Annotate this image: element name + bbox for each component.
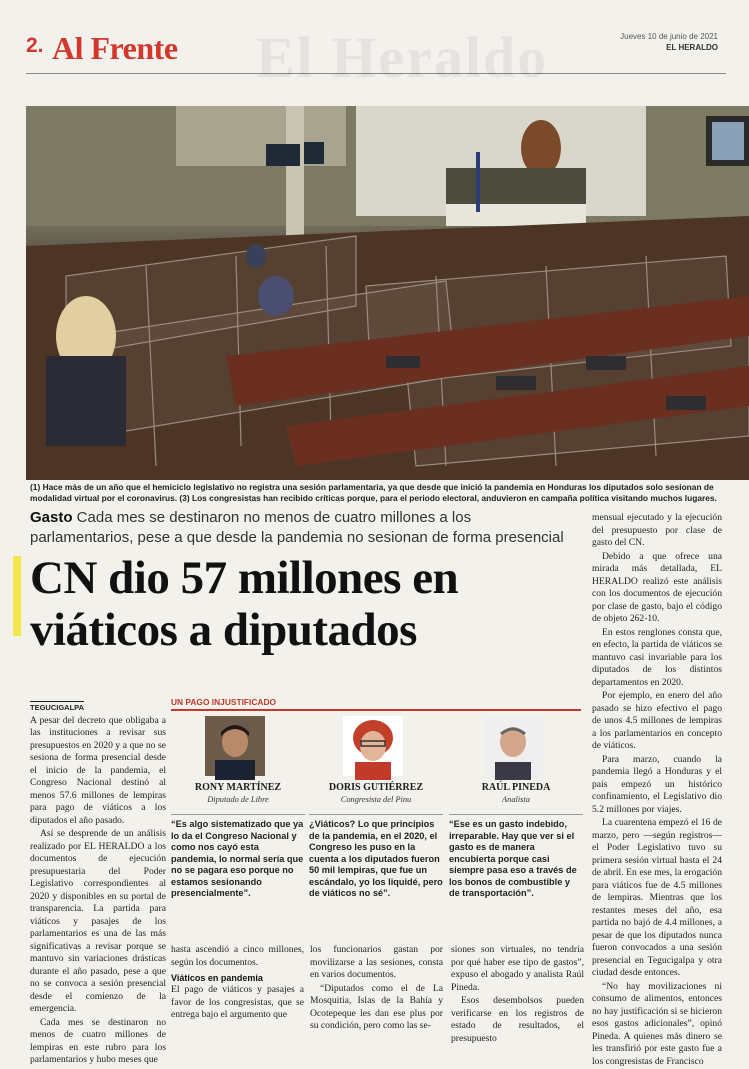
person-role: Analista (502, 795, 530, 804)
portrait-photo (343, 716, 403, 776)
page-header (26, 25, 726, 90)
person-quote: ¿Viáticos? Lo que principios de la pandemia, en el 2020, el Congreso les puso en la cuenta a los diputados fueron 50 mil lempiras, que fue un escándalo, yo los liquidé, pero de viáticos no sé”. (309, 814, 443, 900)
highlight-marker (13, 556, 21, 636)
subheading: Viáticos en pandemia (171, 973, 263, 983)
paragraph: Esos desembolsos pueden verificarse en los registros de estado de resultados, el presupuesto (451, 995, 584, 1044)
paragraph: A pesar del decreto que obligaba a las instituciones a revisar sus presupuestos en 2020 y a que no se sesiona de forma presencial desde el inicio de la pandemia, el Congreso Nacional destinó al menos 57.6 millones de lempiras para pago de viáticos a los diputados el año pasado. (30, 714, 166, 826)
person-quote: “Ese es un gasto indebido, irreparable. Hay que ver si el gasto es de manera encubierta porque casi siempre pasa eso a través de los bonos de combustible y de transportación”. (449, 814, 583, 900)
portrait-photo (483, 716, 543, 776)
article-column-3 (310, 944, 443, 1034)
paragraph: El pago de viáticos y pasajes a favor de los congresistas, que se entrega bajo el argumento que (171, 984, 304, 1020)
person-role: Diputado de Libre (207, 795, 269, 804)
headline: CN dio 57 millones en viáticos a diputados (30, 552, 459, 656)
paragraph: los funcionarios gastan por movilizarse a las sesiones, consta en varios documentos. (310, 944, 443, 980)
photo-illustration (26, 106, 749, 480)
kicker (30, 508, 578, 548)
paragraph: “No hay movilizaciones ni consumo de alimentos, entonces no hay justificación si se hicieron esos gastos adicionales”, opinó Pineda. A quienes más dinero se les transfirió por este gasto fue a los congresistas de Francisco (592, 980, 722, 1067)
paragraph: En estos renglones consta que, en efecto, la partida de viáticos se mantuvo casi invariable para los diputados de los distintos departamentos en 2020. (592, 626, 722, 688)
person-role: Congresista del Pinu (340, 795, 412, 804)
paragraph: mensual ejecutado y la ejecución del presupuesto por clase de gasto del CN. (592, 512, 722, 548)
newspaper-name: EL HERALDO (666, 43, 718, 52)
paragraph: Cada mes se destinaron no menos de cuatro millones de lempiras en este rubro para los parlamentarios y hubo meses que (30, 1016, 166, 1065)
article-column-1 (30, 701, 166, 1068)
person-name: DORIS GUTIÉRREZ (328, 782, 424, 793)
person-quote: “Es algo sistematizado que ya lo da el Congreso Nacional y como nos cayó esta pandemia, lo normal sería que no se pagara eso porque no estamos sesionando presencialmente”. (171, 814, 305, 900)
masthead-watermark: El Heraldo (256, 25, 549, 90)
article-column-2 (171, 944, 304, 1023)
paragraph: La cuarentena empezó el 16 de marzo, pero —según registros— el Poder Legislativo tuvo su primera sesión virtual hasta el 24 de abril. En ese mes, la erogación para viáticos fue de 4.5 millones de lempiras. Mientras que los restantes meses del año, esa partida no bajó de 4.4 millones, a pesar de que los diputados nunca fueron convocados a una sesión presencial en Tegucigalpa y otra ciudad desde entonces. (592, 817, 722, 978)
sidebar-rule (171, 709, 581, 711)
kicker-label: Gasto (30, 509, 73, 526)
paragraph: Para marzo, cuando la pandemia llegó a Honduras y el país empezó un histórico confinamiento, el Legislativo dio 5.2 millones por viajes. (592, 753, 722, 815)
paragraph: Así se desprende de un análisis realizado por EL HERALDO a los documentos de ejecución presupuestaria del Poder Legislativo correspondientes al 2020 y disponibles en su portal de transparencia. La partida para viáticos y pasajes de los parlamentarios es una de las más significativas a revisar porque se mantuvo sin variaciones drásticas durante el año pasado, pese a que no se convoca a sesión presencial desde el comienzo de la emergencia. (30, 828, 166, 1014)
photo-caption: (1) Hace más de un año que el hemiciclo legislativo no registra una sesión parlamentaria, ya que desde que inició la pandemia en Honduras los diputados solo sesionan de modalidad virtual por el coronavirus. (3) Los congresistas han recibido críticas porque, para el periodo electoral, anduvieron en campaña política visitando muchos lugares. (30, 482, 717, 503)
paragraph: hasta ascendió a cinco millones, según los documentos. (171, 944, 304, 968)
person-name: RONY MARTÍNEZ (194, 782, 282, 793)
paragraph: “Diputados como el de La Mosquitia, Islas de la Bahía y Ocotepeque les dan ese plus por su condición, pero como las se- (310, 982, 443, 1031)
section-name: Al Frente (52, 30, 178, 66)
section-number: 2. (26, 34, 44, 57)
kicker-text: Cada mes se destinaron no menos de cuatro millones a los parlamentarios, pese a que desde la pandemia no sesionan de forma presencial (30, 509, 564, 546)
portrait-photo (205, 716, 265, 776)
sidebar-title: UN PAGO INJUSTIFICADO (171, 697, 277, 707)
paragraph: siones son virtuales, no tendría por qué haber ese tipo de gastos”, expuso el abogado y analista Raúl Pineda. (451, 944, 584, 993)
article-column-4 (451, 944, 584, 1046)
issue-date: Jueves 10 de junio de 2021 (620, 32, 718, 41)
paragraph: Por ejemplo, en enero del año pasado se hizo efectivo el pago de unos 4.5 millones de lempiras a los parlamentarios en concepto de viáticos. (592, 690, 722, 751)
person-name: RAÚL PINEDA (481, 782, 551, 793)
paragraph: Debido a que ofrece una mirada más detallada, EL HERALDO realizó este análisis con los documentos de ejecución por clase de gasto, bajo el código de objeto 262-10. (592, 550, 722, 624)
article-column-right (592, 512, 722, 1069)
dateline-place: TEGUCIGALPA (30, 703, 85, 712)
congress-chamber-photo (26, 106, 749, 480)
